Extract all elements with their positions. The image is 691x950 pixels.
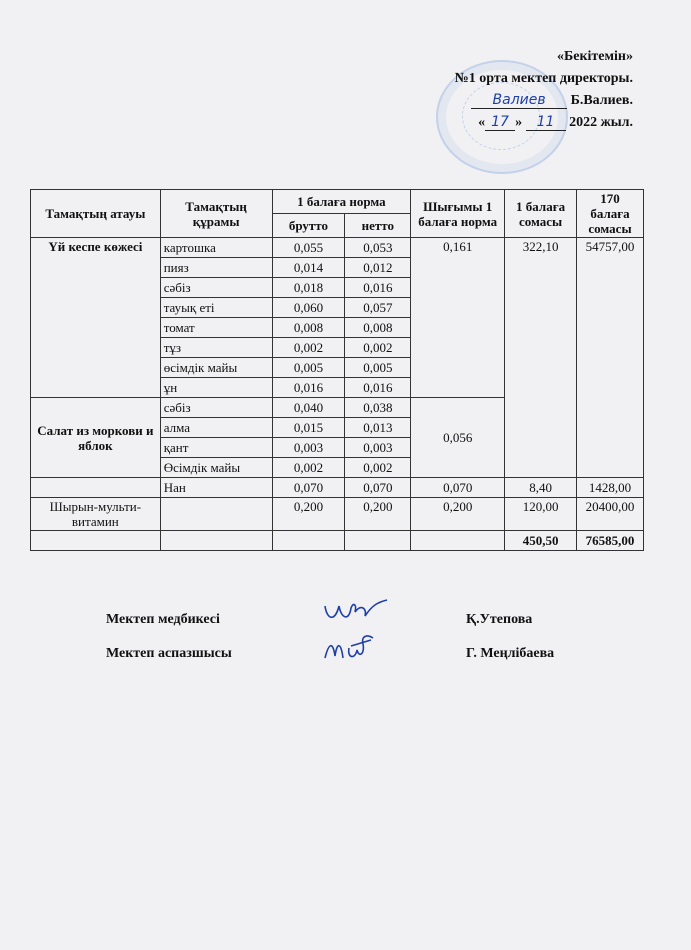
menu-table	[30, 189, 644, 551]
soup-salad-cost-total: 54757,00	[577, 238, 644, 478]
nurse-role: Мектеп медбикесі	[106, 612, 220, 627]
ingredient-cell: сәбіз	[160, 398, 272, 418]
totals-row	[31, 531, 644, 551]
header-cost-one: 1 балаға сомасы	[505, 190, 577, 238]
total-cost-one: 450,50	[505, 531, 577, 551]
date-open-quote: «	[478, 115, 486, 130]
header-consumption: Шығымы 1 балаға норма	[411, 190, 505, 238]
header-norm: 1 балаға норма	[272, 190, 411, 214]
nurse-name: Қ.Утепова	[466, 612, 533, 627]
totals-empty-cell	[31, 531, 161, 551]
juice-ingredient-cell	[160, 498, 272, 531]
header-brutto: брутто	[272, 214, 345, 238]
totals-empty-cell	[345, 531, 411, 551]
brutto-cell: 0,200	[272, 498, 345, 531]
brutto-cell: 0,005	[272, 358, 345, 378]
cook-name: Г. Меңлібаева	[466, 646, 555, 661]
nurse-handwritten-signature	[321, 598, 391, 632]
salad-consumption: 0,056	[411, 398, 505, 478]
brutto-cell: 0,060	[272, 298, 345, 318]
header-row	[31, 190, 644, 214]
netto-cell: 0,012	[345, 258, 411, 278]
approval-block	[333, 46, 633, 134]
cook-role: Мектеп аспазшысы	[106, 646, 232, 661]
dish-juice: Шырын-мульти-витамин	[31, 498, 161, 531]
brutto-cell: 0,003	[272, 438, 345, 458]
brutto-cell: 0,018	[272, 278, 345, 298]
ingredient-cell: сәбіз	[160, 278, 272, 298]
table-row	[31, 238, 644, 258]
ingredient-cell: қант	[160, 438, 272, 458]
ingredient-cell: ұн	[160, 378, 272, 398]
ingredient-cell: Нан	[160, 478, 272, 498]
totals-empty-cell	[411, 531, 505, 551]
netto-cell: 0,057	[345, 298, 411, 318]
date-year: 2022 жыл.	[569, 115, 633, 130]
soup-salad-cost-one: 322,10	[505, 238, 577, 478]
soup-consumption: 0,161	[411, 238, 505, 398]
ingredient-cell: өсімдік майы	[160, 358, 272, 378]
bread-cost-total: 1428,00	[577, 478, 644, 498]
director-signature: Валиев	[471, 92, 567, 109]
cook-handwritten-signature	[321, 632, 391, 666]
brutto-cell: 0,040	[272, 398, 345, 418]
netto-cell: 0,016	[345, 378, 411, 398]
bread-consumption: 0,070	[411, 478, 505, 498]
total-cost-total: 76585,00	[577, 531, 644, 551]
approval-title: «Бекітемін»	[556, 49, 633, 64]
netto-cell: 0,053	[345, 238, 411, 258]
netto-cell: 0,003	[345, 438, 411, 458]
bread-cost-one: 8,40	[505, 478, 577, 498]
netto-cell: 0,002	[345, 458, 411, 478]
netto-cell: 0,002	[345, 338, 411, 358]
totals-empty-cell	[272, 531, 345, 551]
header-ingredient: Тамақтың құрамы	[160, 190, 272, 238]
header-netto: нетто	[345, 214, 411, 238]
approval-date	[333, 112, 633, 134]
netto-cell: 0,005	[345, 358, 411, 378]
netto-cell: 0,016	[345, 278, 411, 298]
ingredient-cell: томат	[160, 318, 272, 338]
date-close-quote: »	[515, 115, 523, 130]
brutto-cell: 0,002	[272, 338, 345, 358]
brutto-cell: 0,014	[272, 258, 345, 278]
director-signature-line	[333, 90, 633, 112]
brutto-cell: 0,008	[272, 318, 345, 338]
director-position: №1 орта мектеп директоры.	[454, 71, 633, 86]
netto-cell: 0,200	[345, 498, 411, 531]
ingredient-cell: алма	[160, 418, 272, 438]
dish-salad: Салат из моркови и яблок	[31, 398, 161, 478]
table-row	[31, 498, 644, 531]
totals-empty-cell	[160, 531, 272, 551]
table-row	[31, 478, 644, 498]
ingredient-cell: Өсімдік майы	[160, 458, 272, 478]
brutto-cell: 0,016	[272, 378, 345, 398]
juice-cost-total: 20400,00	[577, 498, 644, 531]
ingredient-cell: картошка	[160, 238, 272, 258]
brutto-cell: 0,002	[272, 458, 345, 478]
date-month: 11	[526, 114, 566, 131]
director-name: Б.Валиев.	[570, 93, 633, 108]
brutto-cell: 0,070	[272, 478, 345, 498]
ingredient-cell: тауық еті	[160, 298, 272, 318]
ingredient-cell: пияз	[160, 258, 272, 278]
netto-cell: 0,070	[345, 478, 411, 498]
juice-consumption: 0,200	[411, 498, 505, 531]
cook-signature-row	[106, 646, 576, 666]
dish-soup: Үй кеспе көжесі	[31, 238, 161, 398]
nurse-signature-row	[106, 612, 576, 632]
netto-cell: 0,038	[345, 398, 411, 418]
bread-dish-cell	[31, 478, 161, 498]
brutto-cell: 0,015	[272, 418, 345, 438]
header-cost-total: 170 балаға сомасы	[577, 190, 644, 238]
netto-cell: 0,013	[345, 418, 411, 438]
ingredient-cell: тұз	[160, 338, 272, 358]
brutto-cell: 0,055	[272, 238, 345, 258]
netto-cell: 0,008	[345, 318, 411, 338]
juice-cost-one: 120,00	[505, 498, 577, 531]
header-dish: Тамақтың атауы	[31, 190, 161, 238]
date-day: 17	[485, 114, 515, 131]
